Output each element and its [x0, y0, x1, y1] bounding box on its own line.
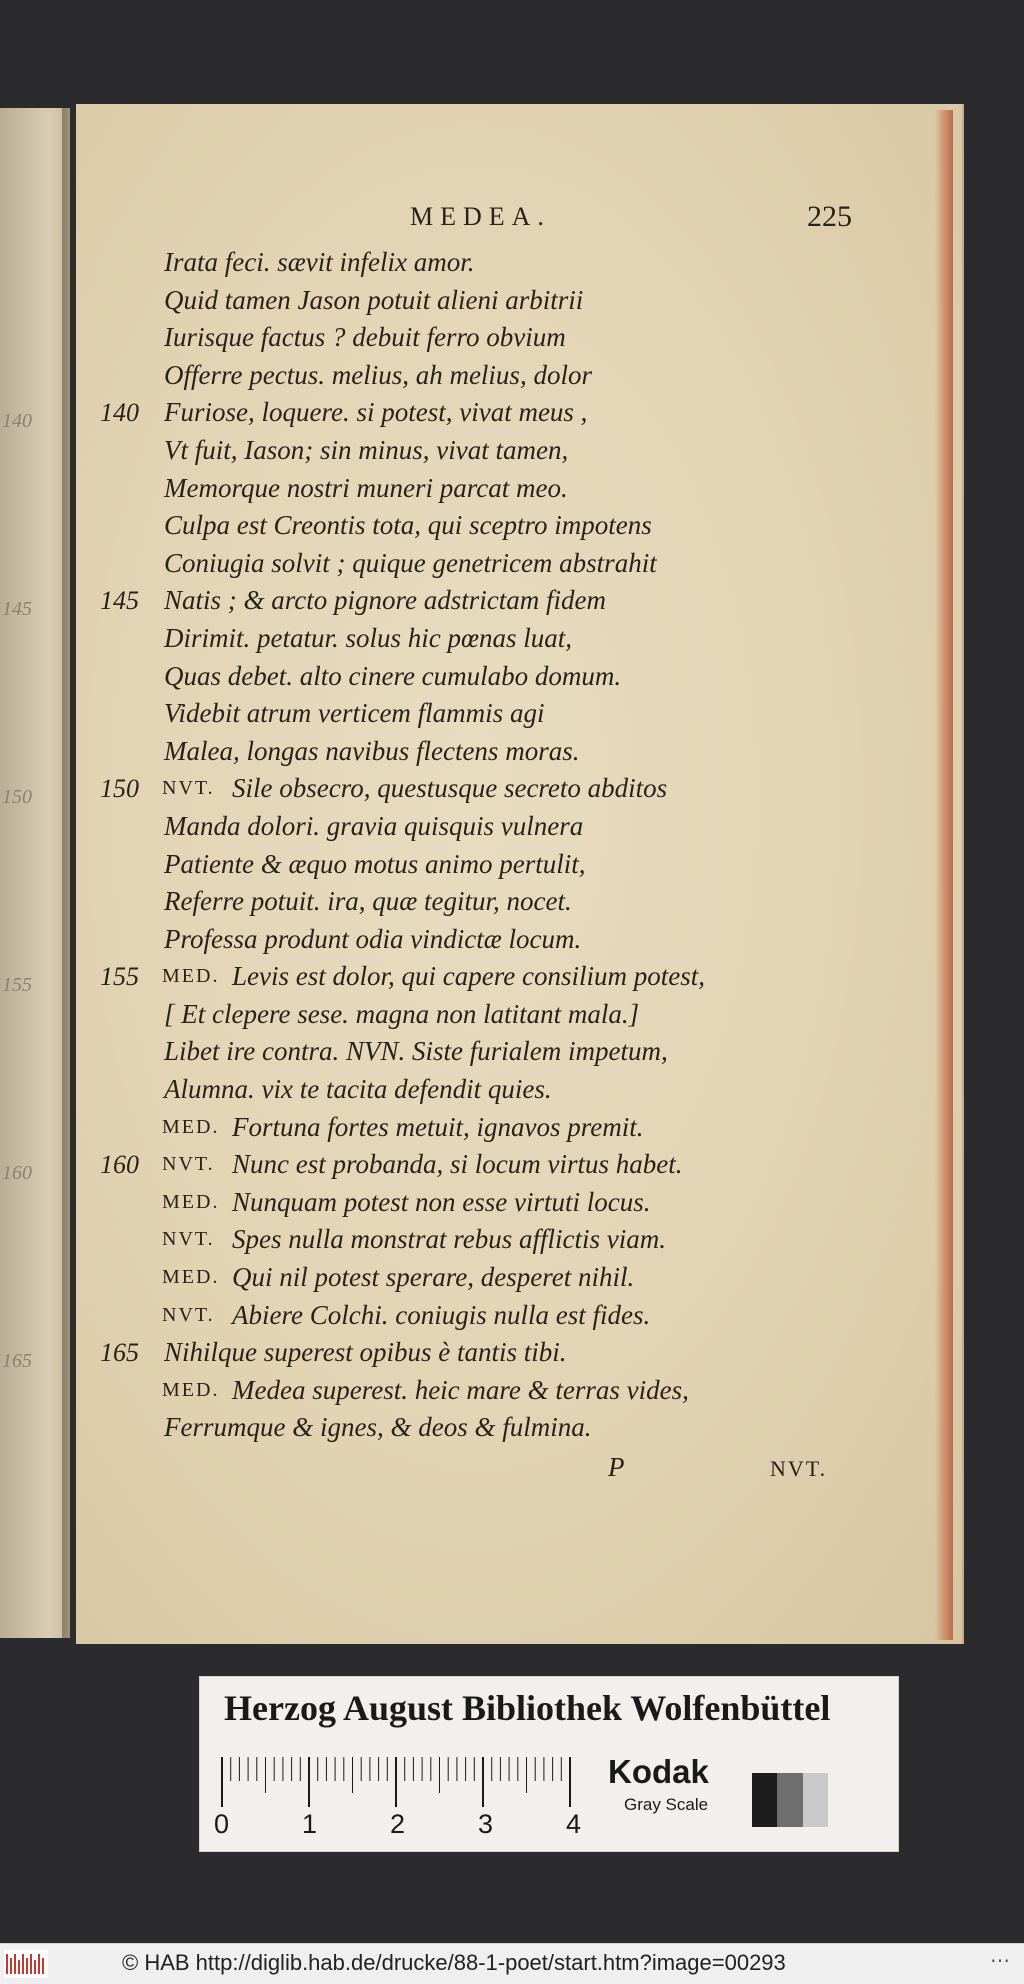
verse-line: [76, 282, 962, 320]
hab-logo-icon: [4, 1950, 48, 1978]
verse-line: [76, 545, 962, 583]
gray-swatches: [752, 1773, 828, 1827]
line-number: 160: [100, 1150, 139, 1180]
line-text: Furiose, loquere. si potest, vivat meus ,: [164, 397, 588, 428]
line-number: 165: [100, 1338, 139, 1368]
gray-swatch: [777, 1773, 802, 1827]
kodak-logo: Kodak: [608, 1753, 709, 1790]
line-text: Ferrumque & ignes, & deos & fulmina.: [164, 1412, 592, 1443]
ellipsis-icon[interactable]: ⋯: [990, 1950, 1010, 1972]
line-text: Abiere Colchi. coniugis nulla est fides.: [232, 1299, 651, 1330]
ruler-number: 3: [478, 1809, 494, 1839]
speaker-label: MED.: [162, 1378, 220, 1401]
verse-line: [76, 1409, 962, 1447]
speaker-label: NVT.: [162, 777, 215, 800]
verse-line: [76, 1372, 962, 1410]
line-text: Qui nil potest sperare, desperet nihil.: [232, 1262, 635, 1293]
color-scale-card: [199, 1676, 899, 1852]
line-text: Dirimit. petatur. solus hic pœnas luat,: [164, 622, 573, 653]
verse-line: [76, 1221, 962, 1259]
speaker-label: MED.: [162, 1266, 220, 1289]
line-text: Nihilque superest opibus è tantis tibi.: [164, 1337, 567, 1368]
verse-line: [76, 582, 962, 620]
ruler-ticks: [220, 1753, 572, 1809]
speaker-label: NVT.: [162, 1228, 215, 1251]
verse-line: [76, 1297, 962, 1335]
line-text: Professa produnt odia vindictæ locum.: [164, 923, 582, 954]
line-text: Quas debet. alto cinere cumulabo domum.: [164, 660, 622, 691]
verse-line: [76, 733, 962, 771]
ruler-numbers: [214, 1809, 614, 1841]
running-title: MEDEA.: [410, 202, 551, 231]
line-text: Malea, longas navibus flectens moras.: [164, 735, 580, 766]
line-text: [ Et clepere sese. magna non latitant mala.]: [164, 998, 640, 1029]
verse-line: [76, 846, 962, 884]
verse-line: [76, 883, 962, 921]
gray-swatch: [803, 1773, 828, 1827]
ruler-number: 0: [214, 1809, 230, 1839]
verse-line: [76, 1184, 962, 1222]
verse-line: [76, 432, 962, 470]
verse-line: [76, 319, 962, 357]
line-text: Medea superest. heic mare & terras vides,: [232, 1374, 689, 1405]
verse-line: [76, 1334, 962, 1372]
page-footer-marks: [76, 1452, 962, 1492]
facing-page-line-number: 145: [2, 598, 32, 620]
line-text: Fortuna fortes metuit, ignavos premit.: [232, 1111, 644, 1142]
verse-line: [76, 808, 962, 846]
verse-line: [76, 770, 962, 808]
verse-line: [76, 1071, 962, 1109]
line-text: Patiente & æquo motus animo pertulit,: [164, 848, 586, 879]
line-text: Manda dolori. gravia quisquis vulnera: [164, 810, 584, 841]
line-text: Alumna. vix te tacita defendit quies.: [164, 1074, 552, 1105]
catchword: NVT.: [770, 1456, 828, 1481]
book-page: [76, 104, 962, 1644]
speaker-label: NVT.: [162, 1303, 215, 1326]
gray-scale-label: Gray Scale: [624, 1795, 709, 1814]
line-text: Memorque nostri muneri parcat meo.: [164, 472, 568, 503]
line-text: Quid tamen Jason potuit alieni arbitrii: [164, 284, 584, 315]
line-number: 155: [100, 962, 139, 992]
line-text: Iurisque factus ? debuit ferro obvium: [164, 322, 566, 353]
line-text: Natis ; & arcto pignore adstrictam fidem: [164, 585, 606, 616]
facing-page-line-number: 165: [2, 1350, 32, 1372]
verse-line: [76, 658, 962, 696]
verse-line: [76, 921, 962, 959]
verse-text: [76, 244, 962, 1447]
line-text: Videbit atrum verticem flammis agi: [164, 698, 545, 729]
ruler-number: 1: [302, 1809, 318, 1839]
speaker-label: MED.: [162, 965, 220, 988]
line-number: 140: [100, 398, 139, 428]
speaker-label: MED.: [162, 1115, 220, 1138]
line-text: Nunc est probanda, si locum virtus habet.: [232, 1149, 683, 1180]
facing-page: [0, 108, 70, 1638]
line-text: Coniugia solvit ; quique genetricem abstrahit: [164, 547, 657, 578]
line-text: Spes nulla monstrat rebus afflictis viam.: [232, 1224, 666, 1255]
verse-line: [76, 1146, 962, 1184]
copyright-url[interactable]: © HAB http://diglib.hab.de/drucke/88-1-poet/start.htm?image=00293: [122, 1950, 786, 1975]
ruler-number: 2: [390, 1809, 406, 1839]
library-name: Herzog August Bibliothek Wolfenbüttel: [224, 1688, 831, 1728]
line-text: Referre potuit. ira, quæ tegitur, nocet.: [164, 886, 572, 917]
line-text: Nunquam potest non esse virtuti locus.: [232, 1186, 651, 1217]
verse-line: [76, 1109, 962, 1147]
line-text: Sile obsecro, questusque secreto abditos: [232, 773, 668, 804]
verse-line: [76, 695, 962, 733]
verse-line: [76, 357, 962, 395]
line-text: Libet ire contra. NVN. Siste furialem impetum,: [164, 1036, 668, 1067]
speaker-label: NVT.: [162, 1153, 215, 1176]
verse-line: [76, 996, 962, 1034]
gray-swatch: [752, 1773, 777, 1827]
facing-page-line-number: 140: [2, 410, 32, 432]
verse-line: [76, 1033, 962, 1071]
verse-line: [76, 958, 962, 996]
verse-line: [76, 620, 962, 658]
line-text: Irata feci. sævit infelix amor.: [164, 247, 475, 277]
verse-line: [76, 394, 962, 432]
verse-line: [76, 507, 962, 545]
verse-line: [76, 244, 962, 282]
facing-page-line-number: 150: [2, 786, 32, 808]
page-header: [76, 200, 962, 240]
viewer-footer: [0, 1943, 1024, 1984]
line-number: 150: [100, 774, 139, 804]
signature-mark: P: [608, 1452, 625, 1482]
facing-page-line-number: 155: [2, 974, 32, 996]
line-text: Levis est dolor, qui capere consilium potest,: [232, 961, 705, 992]
page-number: 225: [807, 200, 852, 233]
line-text: Vt fuit, Iason; sin minus, vivat tamen,: [164, 434, 569, 465]
line-text: Culpa est Creontis tota, qui sceptro impotens: [164, 510, 652, 541]
line-number: 145: [100, 586, 139, 616]
line-text: Offerre pectus. melius, ah melius, dolor: [164, 359, 592, 390]
verse-line: [76, 1259, 962, 1297]
ruler-number: 4: [566, 1809, 582, 1839]
speaker-label: MED.: [162, 1190, 220, 1213]
facing-page-line-number: 160: [2, 1162, 32, 1184]
verse-line: [76, 470, 962, 508]
page-edge: [935, 110, 953, 1640]
